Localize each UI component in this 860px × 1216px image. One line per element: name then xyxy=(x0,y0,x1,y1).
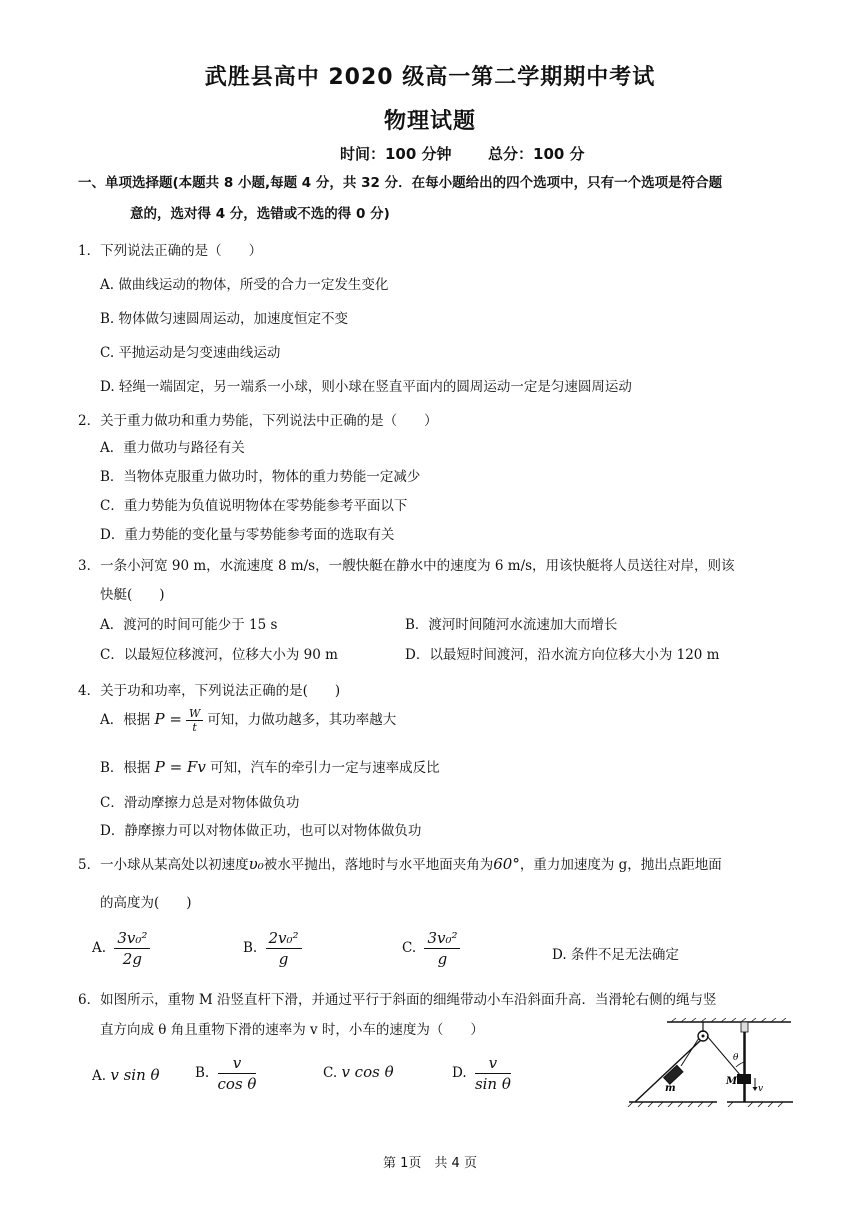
section-line-2: 意的，选对得 4 分，选错或不选的得 0 分) xyxy=(130,206,390,222)
theta-label: θ xyxy=(733,1053,739,1063)
q5-c-numerator: 3v₀² xyxy=(424,928,460,949)
q4-a-fraction xyxy=(186,707,203,734)
q4-b-suffix: 可知，汽车的牵引力一定与速率成反比 xyxy=(210,760,440,776)
q5-option-d: D. 条件不足无法确定 xyxy=(552,947,679,963)
rope-left xyxy=(681,1038,699,1066)
q5-stem-suffix: ，重力加速度为 g，抛出点距地面 xyxy=(519,857,722,873)
q5-stem-prefix: 5．一小球从某高处以初速度 xyxy=(78,857,249,873)
q5-a-fraction xyxy=(114,928,150,969)
q6-a-label: A. xyxy=(92,1068,107,1084)
q6-option-c xyxy=(323,1063,394,1081)
exam-info xyxy=(340,143,585,164)
q4-option-a xyxy=(100,706,396,734)
q4-a-denominator: t xyxy=(192,721,197,734)
subject-title: 物理试题 xyxy=(383,109,476,134)
q4-option-d: D．静摩擦力可以对物体做正功，也可以对物体做负功 xyxy=(100,823,422,839)
pulley-incline-figure xyxy=(627,1018,795,1110)
q6-b-numerator: v xyxy=(218,1053,257,1074)
q6-stem-line-1: 6．如图所示，重物 M 沿竖直杆下滑，并通过平行于斜面的细绳带动小车沿斜面升高．当滑轮右侧的绳与竖 xyxy=(78,992,717,1008)
q4-a-numerator: W xyxy=(186,707,203,721)
q1-option-b: B. 物体做匀速圆周运动，加速度恒定不变 xyxy=(100,311,349,327)
q6-option-b xyxy=(195,1053,260,1094)
exam-time: 时间：100 分钟 xyxy=(340,145,452,163)
q5-c-fraction xyxy=(424,928,460,969)
q1-option-a: A. 做曲线运动的物体，所受的合力一定发生变化 xyxy=(100,277,389,293)
q3-stem-line-2: 快艇( ) xyxy=(100,587,165,603)
q6-d-label: D. xyxy=(452,1065,467,1081)
exam-title: 武胜县高中 2020 级高一第二学期期中考试 xyxy=(204,65,656,90)
q5-option-a xyxy=(92,928,154,969)
q5-stem-line-1 xyxy=(78,853,722,873)
q4-stem: 4．关于功和功率，下列说法正确的是( ) xyxy=(78,683,341,699)
q3-option-d: D．以最短时间渡河，沿水流方向位移大小为 120 m xyxy=(405,647,720,663)
q6-d-fraction xyxy=(475,1053,511,1094)
q5-stem-line-2: 的高度为( ) xyxy=(100,895,192,911)
q1-stem: 1．下列说法正确的是（ ） xyxy=(78,243,263,259)
cart-block xyxy=(664,1065,683,1084)
velocity-label: v xyxy=(758,1084,764,1094)
q5-a-label: A. xyxy=(92,940,107,956)
cart-mass-label: m xyxy=(665,1083,676,1094)
q6-stem-line-2: 直方向成 θ 角且重物下滑的速率为 v 时，小车的速度为（ ） xyxy=(100,1022,484,1038)
q4-a-prefix: A．根据 xyxy=(100,712,151,728)
q1-option-c: C. 平抛运动是匀变速曲线运动 xyxy=(100,345,281,361)
q6-c-expr: v cos θ xyxy=(341,1063,394,1081)
q3-stem-line-1: 3．一条小河宽 90 m，水流速度 8 m/s，一艘快艇在静水中的速度为 6 m/s，用该快艇将人员送往对岸，则该 xyxy=(78,558,735,574)
q3-option-c: C．以最短位移渡河，位移大小为 90 m xyxy=(100,647,338,663)
weight-mass-label: M xyxy=(726,1076,738,1087)
q3-option-a: A．渡河的时间可能少于 15 s xyxy=(100,617,278,633)
q3-option-b: B．渡河时间随河水流速加大而增长 xyxy=(405,617,618,633)
section-heading xyxy=(78,168,790,230)
q5-a-numerator: 3v₀² xyxy=(114,928,150,949)
weight-block xyxy=(737,1074,751,1084)
q6-b-label: B. xyxy=(195,1065,210,1081)
q2-option-d: D．重力势能的变化量与零势能参考面的选取有关 xyxy=(100,527,395,543)
q5-b-denominator: g xyxy=(278,950,289,968)
q6-d-denominator: sin θ xyxy=(474,1075,511,1093)
q6-b-fraction xyxy=(218,1053,257,1094)
q4-a-eq: P = xyxy=(154,710,182,728)
q5-a-denominator: 2g xyxy=(122,950,142,968)
q1-option-d: D. 轻绳一端固定，另一端系一小球，则小球在竖直平面内的圆周运动一定是匀速圆周运动 xyxy=(100,379,632,395)
q4-option-b xyxy=(100,756,440,776)
q6-b-denominator: cos θ xyxy=(217,1075,257,1093)
section-line-1: 一、单项选择题(本题共 8 小题,每题 4 分，共 32 分．在每小题给出的四个选项中，只有一个选项是符合题 xyxy=(78,175,723,191)
q5-stem-mid: 被水平抛出，落地时与水平地面夹角为 xyxy=(263,857,494,873)
q5-c-label: C. xyxy=(402,940,417,956)
q5-option-c xyxy=(402,928,464,969)
q5-option-b xyxy=(243,928,306,969)
q4-a-suffix: 可知，力做功越多，其功率越大 xyxy=(207,712,397,728)
q5-b-label: B. xyxy=(243,940,258,956)
page-footer: 第 1页 共 4 页 xyxy=(383,1156,477,1171)
q5-b-numerator: 2v₀² xyxy=(266,928,302,949)
q6-option-d xyxy=(452,1053,515,1094)
q6-c-label: C. xyxy=(323,1065,338,1081)
q4-b-eq: P = Fv xyxy=(154,758,206,776)
q5-b-fraction xyxy=(266,928,302,969)
q2-stem: 2．关于重力做功和重力势能，下列说法中正确的是（ ） xyxy=(78,413,438,429)
q4-option-c: C．滑动摩擦力总是对物体做负功 xyxy=(100,795,300,811)
q2-option-c: C．重力势能为负值说明物体在零势能参考平面以下 xyxy=(100,498,408,514)
exam-score: 总分：100 分 xyxy=(488,145,585,163)
q4-b-prefix: B．根据 xyxy=(100,760,151,776)
q5-initial-velocity: υ₀ xyxy=(248,855,264,873)
q5-angle: 60° xyxy=(493,855,520,873)
q6-option-a xyxy=(92,1066,160,1084)
q6-a-expr: v sin θ xyxy=(110,1066,160,1084)
q5-c-denominator: g xyxy=(437,950,448,968)
q2-option-b: B．当物体克服重力做功时，物体的重力势能一定减少 xyxy=(100,469,421,485)
q2-option-a: A．重力做功与路径有关 xyxy=(100,440,245,456)
q6-d-numerator: v xyxy=(475,1053,511,1074)
